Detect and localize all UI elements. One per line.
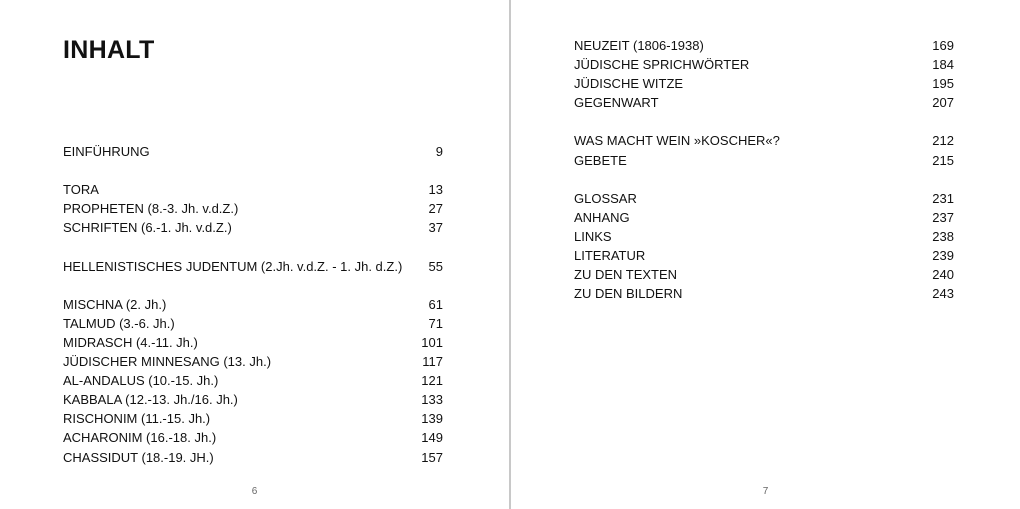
toc-entry-title: MISCHNA (2. Jh.) (63, 296, 167, 312)
toc-entry-title: ACHARONIM (16.-18. Jh.) (63, 430, 217, 446)
toc-entry[interactable] (574, 131, 954, 150)
toc-entry-title: LINKS (574, 228, 612, 244)
toc-spacer (63, 276, 443, 295)
toc-entry-page: 13 (428, 182, 443, 198)
toc-entry-title: LITERATUR (574, 248, 646, 264)
toc-entry-title: NEUZEIT (1806-1938) (574, 38, 704, 53)
toc-entry-title: JÜDISCHE SPRICHWÖRTER (574, 57, 750, 73)
toc-left (63, 142, 443, 467)
toc-spacer (574, 112, 954, 131)
toc-entry-title: TALMUD (3.-6. Jh.) (63, 315, 175, 331)
toc-entry-page: 139 (421, 411, 443, 427)
toc-entry[interactable] (63, 448, 443, 467)
page-number-left: 6 (251, 486, 258, 497)
toc-entry-title: GLOSSAR (574, 190, 637, 206)
toc-entry-title: WAS MACHT WEIN »KOSCHER«? (574, 133, 780, 149)
toc-entry[interactable] (63, 295, 443, 314)
toc-entry[interactable] (574, 246, 954, 265)
toc-entry-page: 184 (932, 57, 954, 73)
toc-entry-page: 121 (421, 373, 443, 389)
toc-entry-title: ANHANG (574, 209, 630, 225)
toc-entry[interactable] (574, 227, 954, 246)
toc-entry-page: 55 (428, 258, 443, 274)
toc-entry[interactable] (574, 284, 954, 303)
toc-entry[interactable] (63, 409, 443, 428)
toc-entry-page: 207 (932, 95, 954, 111)
toc-entry-title: JÜDISCHE WITZE (574, 76, 684, 92)
toc-entry-title: TORA (63, 182, 99, 198)
toc-entry-page: 239 (932, 248, 954, 264)
page-number-right: 7 (762, 486, 769, 497)
toc-entry[interactable] (574, 55, 954, 74)
toc-entry[interactable] (574, 189, 954, 208)
left-page (0, 0, 509, 509)
toc-entry[interactable] (63, 371, 443, 390)
toc-entry-title: JÜDISCHER MINNESANG (13. Jh.) (63, 354, 272, 370)
toc-entry-page: 27 (428, 201, 443, 217)
toc-entry-title: HELLENISTISCHES JUDENTUM (2.Jh. v.d.Z. - 1. Jh. d.Z.) (63, 258, 403, 274)
toc-entry-page: 237 (932, 209, 954, 225)
toc-entry-title: MIDRASCH (4.-11. Jh.) (63, 334, 198, 350)
toc-entry-title: AL-ANDALUS (10.-15. Jh.) (63, 373, 219, 389)
toc-entry-page: 117 (422, 354, 443, 370)
toc-entry[interactable] (574, 208, 954, 227)
toc-entry-title: EINFÜHRUNG (63, 144, 150, 159)
toc-entry-page: 238 (932, 228, 954, 244)
toc-entry-page: 169 (932, 38, 954, 53)
toc-entry-page: 215 (932, 152, 954, 168)
toc-entry-title: SCHRIFTEN (6.-1. Jh. v.d.Z.) (63, 220, 232, 236)
toc-spacer (574, 170, 954, 189)
toc-entry-page: 243 (932, 286, 954, 302)
toc-entry-page: 133 (421, 392, 443, 408)
toc-entry-page: 9 (435, 144, 443, 159)
toc-entry[interactable] (63, 218, 443, 237)
toc-entry[interactable] (63, 180, 443, 199)
toc-entry-title: ZU DEN BILDERN (574, 286, 683, 302)
toc-entry-page: 101 (421, 334, 443, 350)
toc-spacer (63, 161, 443, 180)
toc-entry-title: ZU DEN TEXTEN (574, 267, 678, 283)
toc-entry[interactable] (574, 93, 954, 112)
toc-spacer (63, 237, 443, 256)
toc-entry-page: 71 (428, 315, 443, 331)
toc-entry-page: 212 (932, 133, 954, 149)
toc-entry-page: 231 (932, 190, 954, 206)
toc-entry[interactable] (63, 199, 443, 218)
toc-entry-title: GEBETE (574, 152, 627, 168)
toc-entry[interactable] (63, 314, 443, 333)
right-page (511, 0, 1020, 509)
toc-entry-page: 61 (428, 296, 443, 312)
page-title: INHALT (63, 36, 155, 64)
toc-entry[interactable] (63, 257, 443, 276)
toc-entry-title: RISCHONIM (11.-15. Jh.) (63, 411, 211, 427)
toc-entry-title: CHASSIDUT (18.-19. JH.) (63, 449, 214, 465)
toc-entry[interactable] (63, 428, 443, 447)
toc-right (574, 36, 954, 303)
toc-entry[interactable] (63, 390, 443, 409)
toc-entry-page: 157 (421, 449, 443, 465)
toc-entry[interactable] (63, 352, 443, 371)
toc-entry-title: KABBALA (12.-13. Jh./16. Jh.) (63, 392, 238, 408)
toc-entry[interactable] (63, 142, 443, 161)
toc-entry-page: 195 (932, 76, 954, 92)
toc-entry-title: PROPHETEN (8.-3. Jh. v.d.Z.) (63, 201, 239, 217)
toc-entry-page: 149 (421, 430, 443, 446)
toc-entry-page: 37 (428, 220, 443, 236)
toc-entry[interactable] (574, 74, 954, 93)
toc-entry-page: 240 (932, 267, 954, 283)
toc-entry[interactable] (574, 265, 954, 284)
toc-entry-title: GEGENWART (574, 95, 659, 111)
toc-entry[interactable] (574, 151, 954, 170)
toc-entry[interactable] (574, 36, 954, 55)
toc-entry[interactable] (63, 333, 443, 352)
